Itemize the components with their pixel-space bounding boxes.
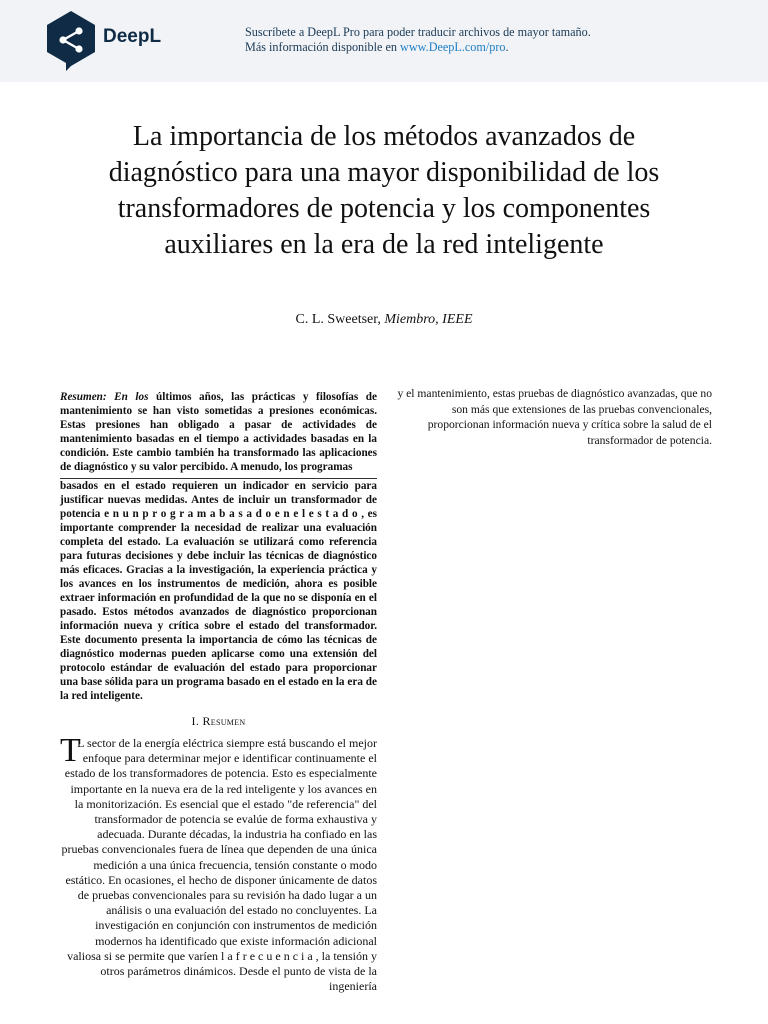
abstract-part-2: basados en el estado requieren un indicador en servicio para justificar nuevas medidas. Antes de incluir un transformador de potencia e n u n p r o g r a m a b a s a d o e n e l e s t a d o , es importante comprender la necesidad de realizar una evaluación completa del estado. La evaluación se utilizará como referencia para futuras decisiones y debe incluir las técnicas de diagnóstico más eficaces. Gracias a la investigación, la experiencia práctica y los avances en los instrumentos de medición, ahora es posible extraer información en profundidad de la que no se disponía en el pasado. Estos métodos avanzados de diagnóstico proporcionan información nueva y crítica sobre el estado del transformador. Este documento presenta la importancia de cómo las técnicas de diagnóstico modernas pueden aplicarse como una extensión del protocolo estándar de evaluación del estado para proporcionar una base sólida para un programa basado en el estado en la era de la red inteligente. — [60, 480, 377, 702]
intro-body: L sector de la energía eléctrica siempre está buscando el mejor enfoque para determinar mejor e identificar continuamente el estado de los transformadores de potencia. Esto es especialmente importante en la nueva era de la red inteligente y los avances en la monitorización. Es esencial que el estado "de referencia" del transformador de potencia se evalúe de forma exhaustiva y adecuada. Durante décadas, la industria ha confiado en las pruebas convencionales fuera de línea que dependen de una única medición a una única frecuencia, tensión constante o modo estático. En ocasiones, el hecho de disponer únicamente de datos de pruebas convencionales para su revisión ha dado lugar a un análisis o una evaluación del estado no concluyentes. La investigación en conjunción con instrumentos de medición modernos ha identificado que existe información adicional valiosa si se permite que varíen l a f r e c u e n c i a , la tensión y otros parámetros dinámicos. Desde el punto de vista de la ingeniería — [61, 736, 377, 994]
author-name: C. L. Sweetser, — [295, 312, 385, 327]
section-title: Resumen — [202, 714, 246, 728]
promo-line-1: Suscríbete a DeepL Pro para poder traducir archivos de mayor tamaño. — [245, 25, 591, 39]
promo-suffix: . — [505, 40, 509, 54]
deepl-brand[interactable]: DeepL — [103, 26, 162, 47]
abstract-part-1 — [60, 390, 377, 474]
section-heading — [60, 714, 377, 729]
section-number: I. — [191, 714, 203, 728]
abstract-label: Resumen: En los — [60, 391, 149, 403]
promo-text — [245, 25, 591, 55]
deepl-banner — [0, 0, 768, 82]
author-role: Miembro, IEEE — [384, 312, 473, 327]
deepl-logo-icon[interactable] — [44, 10, 98, 72]
deepl-pro-link[interactable]: www.DeepL.com/pro — [400, 40, 506, 54]
promo-line-2 — [245, 40, 591, 55]
author-line — [0, 312, 768, 328]
paper-title: La importancia de los métodos avanzados de diagnóstico para una mayor disponibilidad de los transformadores de potencia y los componentes auxiliares en la era de la red inteligente — [108, 121, 660, 260]
right-column-text: y el mantenimiento, estas pruebas de diagnóstico avanzadas, que no son más que extensiones de las pruebas convencionales, proporcionan información nueva y crítica sobre la salud de el transformador de potencia. — [397, 387, 712, 447]
promo-prefix: Más información disponible en — [245, 40, 401, 54]
drop-cap: T — [60, 732, 81, 769]
abstract-text-1: últimos años, las prácticas y filosofías de mantenimiento se han visto sometidas a presiones económicas. Estas presiones han obligado a pasar de actividades de mantenimiento basadas en el tiempo a actividades basadas en la condición. Este cambio también ha transformado las aplicaciones de diagnóstico y su valor percibido. A menudo, los programas — [60, 391, 377, 473]
